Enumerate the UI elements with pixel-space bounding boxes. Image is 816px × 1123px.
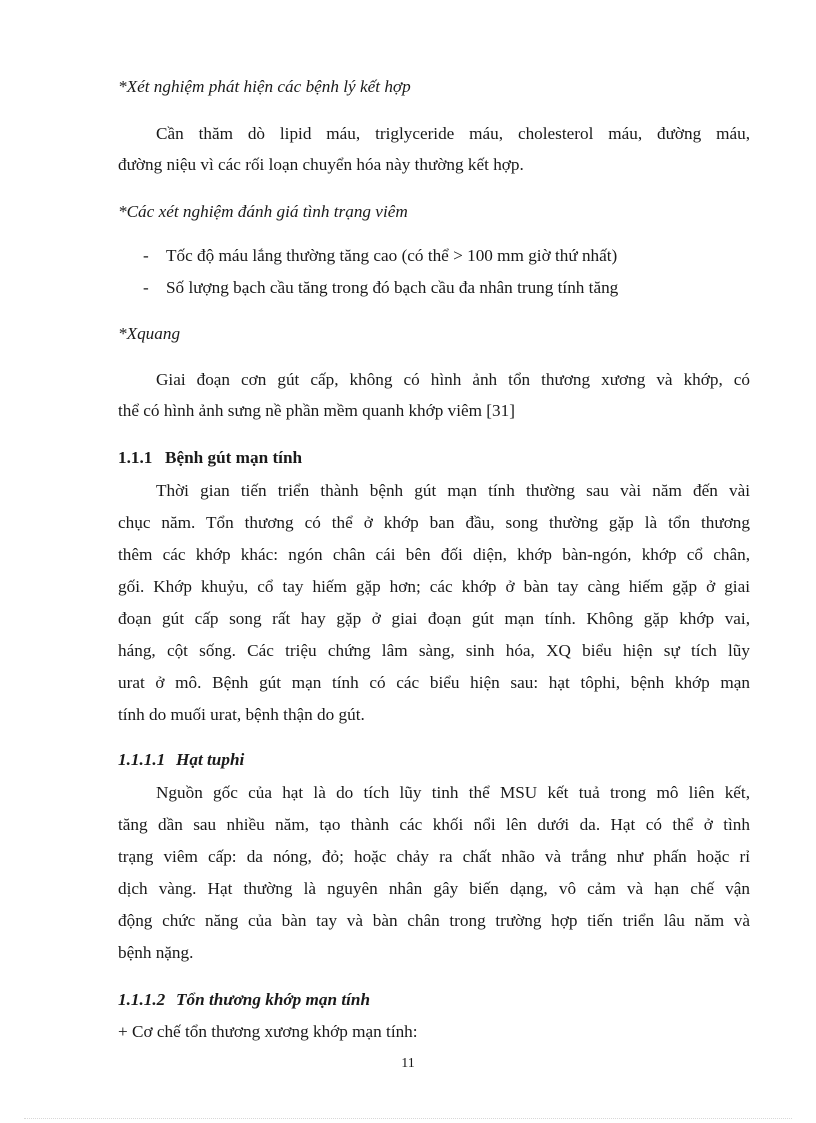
paragraph-line: tăng dần sau nhiều năm, tạo thành các khối nổi lên dưới da. Hạt có thể ở tình [118,815,750,834]
paragraph-line: đường niệu vì các rối loạn chuyển hóa này thường kết hợp. [118,155,524,174]
paragraph-line: bệnh nặng. [118,943,194,962]
paragraph-line: háng, cột sống. Các triệu chứng lâm sàng, sinh hóa, XQ biểu hiện sự tích lũy [118,641,750,660]
subheading-xray: *Xquang [118,324,181,343]
paragraph-line: đoạn gút cấp song rất hay gặp ở giai đoạn gút mạn tính. Không gặp khớp vai, [118,609,750,628]
paragraph-line: gối. Khớp khuỷu, cổ tay hiếm gặp hơn; các khớp ở bàn tay càng hiếm gặp ở giai [118,577,750,596]
paragraph-line: urat ở mô. Bệnh gút mạn tính có các biểu hiện sau: hạt tôphi, bệnh khớp mạn [118,673,750,692]
bullet-item: Tốc độ máu lắng thường tăng cao (có thể > 100 mm giờ thứ nhất) [166,246,618,265]
paragraph-line: Thời gian tiến triển thành bệnh gút mạn tính thường sau vài năm đến vài [156,481,750,500]
section-number: 1.1.1.1 [118,750,166,769]
paragraph-line: chục năm. Tổn thương có thể ở khớp ban đầu, song thường gặp là tổn thương [118,513,750,532]
paragraph-line: thể có hình ảnh sưng nề phần mềm quanh khớp viêm [31] [118,401,515,420]
page-number: 11 [401,1056,415,1071]
paragraph-line: Cần thăm dò lipid máu, triglyceride máu, cholesterol máu, đường máu, [156,124,750,143]
section-title: Hạt tuphi [176,750,245,769]
bullet-marker: - [143,278,149,297]
paragraph-line: + Cơ chế tổn thương xương khớp mạn tính: [118,1022,418,1041]
paragraph-line: Nguồn gốc của hạt là do tích lũy tinh thể MSU kết tuả trong mô liên kết, [156,783,750,802]
subheading-inflammation-tests: *Các xét nghiệm đánh giá tình trạng viêm [118,202,408,221]
paragraph-line: Giai đoạn cơn gút cấp, không có hình ảnh tổn thương xương và khớp, có [156,370,750,389]
paragraph-line: dịch vàng. Hạt thường là nguyên nhân gây biến dạng, vô cảm và hạn chế vận [118,879,750,898]
section-number: 1.1.1.2 [118,990,166,1009]
paragraph-line: động chức năng của bàn tay và bàn chân trong trường hợp tiến triển lâu năm và [118,911,750,930]
paragraph-line: tính do muối urat, bệnh thận do gút. [118,705,365,724]
paragraph-line: thêm các khớp khác: ngón chân cái bên đối diện, khớp bàn-ngón, khớp cổ chân, [118,545,750,564]
section-number: 1.1.1 [118,448,153,467]
bullet-marker: - [143,246,149,265]
paragraph-line: trạng viêm cấp: da nóng, đỏ; hoặc chảy ra chất nhão và trắng như phấn hoặc rỉ [118,847,750,866]
subheading-combined-tests: *Xét nghiệm phát hiện các bệnh lý kết hợp [118,77,411,96]
section-title: Bệnh gút mạn tính [165,448,303,467]
bullet-item: Số lượng bạch cầu tăng trong đó bạch cầu đa nhân trung tính tăng [166,278,619,297]
page-bottom-divider [24,1118,792,1119]
section-title: Tổn thương khớp mạn tính [176,990,371,1009]
